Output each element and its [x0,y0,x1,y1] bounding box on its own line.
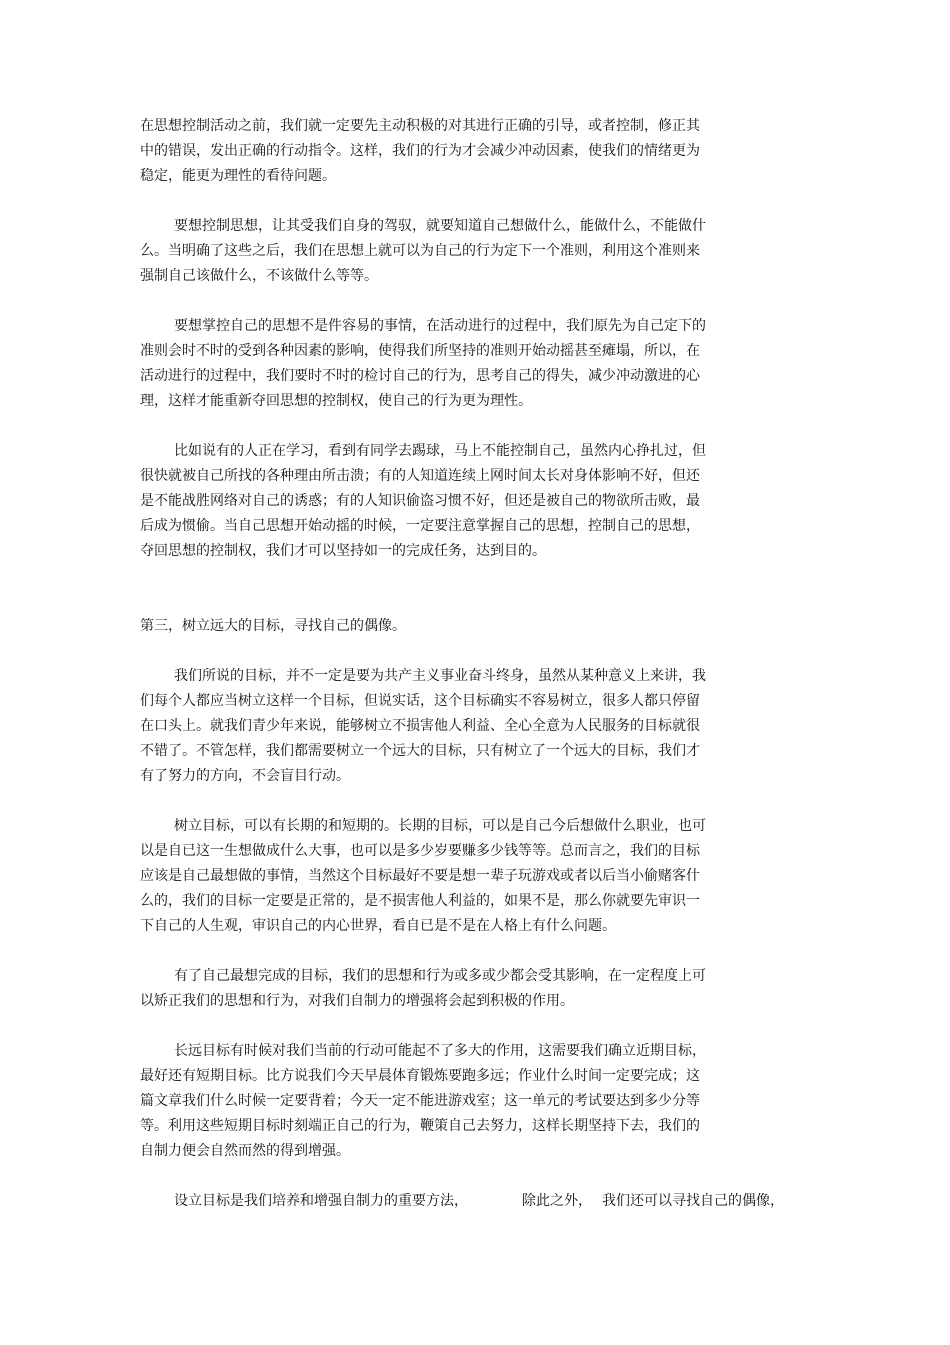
paragraph-7: 有了自己最想完成的目标，我们的思想和行为或多或少都会受其影响，在一定程度上可 以矫正我们的思想和行为，对我们自制力的增强将会起到积极的作用。 [140,968,706,1009]
section-heading: 第三，树立远大的目标，寻找自己的偶像。 [140,618,406,634]
paragraph-6: 树立目标，可以有长期的和短期的。长期的目标，可以是自己今后想做什么职业，也可 以是自已这一生想做成什么大事，也可以是多少岁要赚多少钱等等。总而言之，我们的目标 应该是自己最想做的事情，当然这个目标最好不要是想一辈子玩游戏或者以后当小偷赌客什 么的，我们的目标一定要是正常的，是不损害他人利益的，如果不是，那么你就要先审识一 下自己的人生观，审识自己的内心世界，看自已是不是在人格上有什么问题。 [140,818,706,934]
paragraph-9-line [140,1189,785,1214]
paragraph-4: 比如说有的人正在学习，看到有同学去踢球，马上不能控制自己，虽然内心挣扎过，但 很快就被自己所找的各种理由所击溃；有的人知道连续上网时间太长对身体影响不好，但还 是不能战胜网络对自己的诱惑；有的人知识偷盗习惯不好，但还是被自己的物欲所击败，最 后成为惯偷。当自己思想开始动摇的时候，一定要注意掌握自己的思想，控制自己的思想， 夺回思想的控制权，我们才可以坚持如一的完成任务，达到目的。 [140,443,706,559]
paragraph-5: 我们所说的目标，并不一定是要为共产主义事业奋斗终身，虽然从某种意义上来讲，我 们每个人都应当树立这样一个目标，但说实话，这个目标确实不容易树立，很多人都只停留 在口头上。就我们青少年来说，能够树立不损害他人利益、全心全意为人民服务的目标就很 不错了。不管怎样，我们都需要树立一个远大的目标，只有树立了一个远大的目标，我们才 有了努力的方向，不会盲目行动。 [140,668,706,784]
paragraph-2: 要想控制思想，让其受我们自身的驾驭，就要知道自己想做什么，能做什么，不能做什 么。当明确了这些之后，我们在思想上就可以为自己的行为定下一个准则，利用这个准则来 强制自己该做什么，不该做什么等等。 [140,218,706,284]
last-line-part-2: 除此之外， [522,1193,592,1209]
last-line-part-3: 我们还可以寻找自己的偶像， [602,1193,784,1209]
paragraph-8: 长远目标有时候对我们当前的行动可能起不了多大的作用，这需要我们确立近期目标， 最好还有短期目标。比方说我们今天早晨体育锻炼要跑多远；作业什么时间一定要完成；这 篇文章我们什么时候一定要背着；今天一定不能进游戏室；这一单元的考试要达到多少分等 等。利用这些短期目标时刻端正自己的行为，鞭策自己去努力，这样长期坚持下去，我们的 自制力便会自然而然的得到增强。 [140,1043,706,1159]
document-body [140,114,784,1214]
paragraph-1: 在思想控制活动之前，我们就一定要先主动积极的对其进行正确的引导，或者控制，修正其 中的错误，发出正确的行动指令。这样，我们的行为才会减少冲动因素，使我们的情绪更为 稳定，能更为理性的看待问题。 [140,118,700,184]
paragraph-3: 要想掌控自己的思想不是件容易的事情，在活动进行的过程中，我们原先为自己定下的 准则会时不时的受到各种因素的影响，使得我们所坚持的准则开始动摇甚至瘫塌，所以，在 活动进行的过程中，我们要时不时的检讨自己的行为，思考自己的得失，减少冲动激进的心 理，这样才能重新夺回思想的控制权，使自己的行为更为理性。 [140,318,706,409]
last-line-part-1: 设立目标是我们培养和增强自制力的重要方法， [174,1193,468,1209]
